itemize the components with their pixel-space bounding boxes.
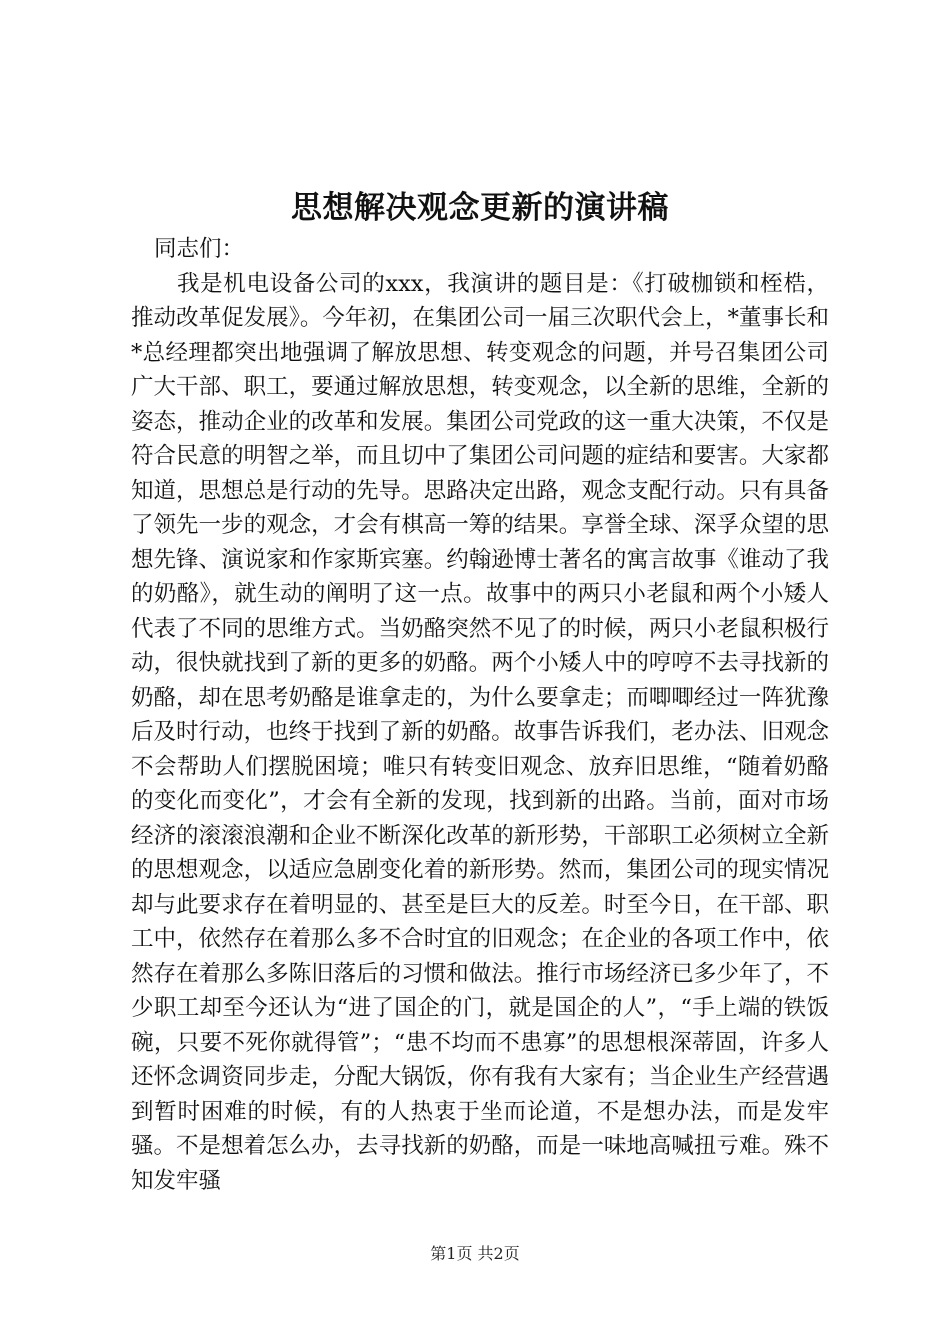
page-footer: 第1页 共2页	[430, 1244, 520, 1263]
document-title: 思想解决观念更新的演讲稿	[291, 190, 669, 226]
speech-body	[131, 232, 829, 1198]
speech-paragraph: 我是机电设备公司的xxx，我演讲的题目是：《打破枷锁和桎梏，推动改革促发展》。今年初，在集团公司一届三次职代会上，*董事长和*总经理都突出地强调了解放思想、转变观念的问题，并号召集团公司广大干部、职工，要通过解放思想，转变观念，以全新的思维，全新的姿态，推动企业的改革和发展。集团公司党政的这一重大决策，不仅是符合民意的明智之举，而且切中了集团公司问题的症结和要害。大家都知道，思想总是行动的先导。思路决定出路，观念支配行动。只有具备了领先一步的观念，才会有棋高一筹的结果。享誉全球、深孚众望的思想先锋、演说家和作家斯宾塞。约翰逊博士著名的寓言故事《谁动了我的奶酪》，就生动的阐明了这一点。故事中的两只小老鼠和两个小矮人代表了不同的思维方式。当奶酪突然不见了的时候，两只小老鼠积极行动，很快就找到了新的更多的奶酪。两个小矮人中的哼哼不去寻找新的奶酪，却在思考奶酪是谁拿走的，为什么要拿走；而唧唧经过一阵犹豫后及时行动，也终于找到了新的奶酪。故事告诉我们，老办法、旧观念不会帮助人们摆脱困境；唯只有转变旧观念、放弃旧思维，“随着奶酪的变化而变化”，才会有全新的发现，找到新的出路。当前，面对市场经济的滚滚浪潮和企业不断深化改革的新形势，干部职工必须树立全新的思想观念，以适应急剧变化着的新形势。然而，集团公司的现实情况却与此要求存在着明显的、甚至是巨大的反差。时至今日，在干部、职工中，依然存在着那么多不合时宜的旧观念；在企业的各项工作中，依然存在着那么多陈旧落后的习惯和做法。推行市场经济已多少年了，不少职工却至今还认为“进了国企的门，就是国企的人”，“手上端的铁饭碗，只要不死你就得管”；“患不均而不患寡”的思想根深蒂固，许多人还怀念调资同步走，分配大锅饭，你有我有大家有；当企业生产经营遇到暂时困难的时候，有的人热衷于坐而论道，不是想办法，而是发牢骚。不是想着怎么办，去寻找新的奶酪，而是一味地高喊扭亏难。殊不知发牢骚	[131, 270, 829, 1194]
salutation: 同志们：	[154, 236, 245, 262]
